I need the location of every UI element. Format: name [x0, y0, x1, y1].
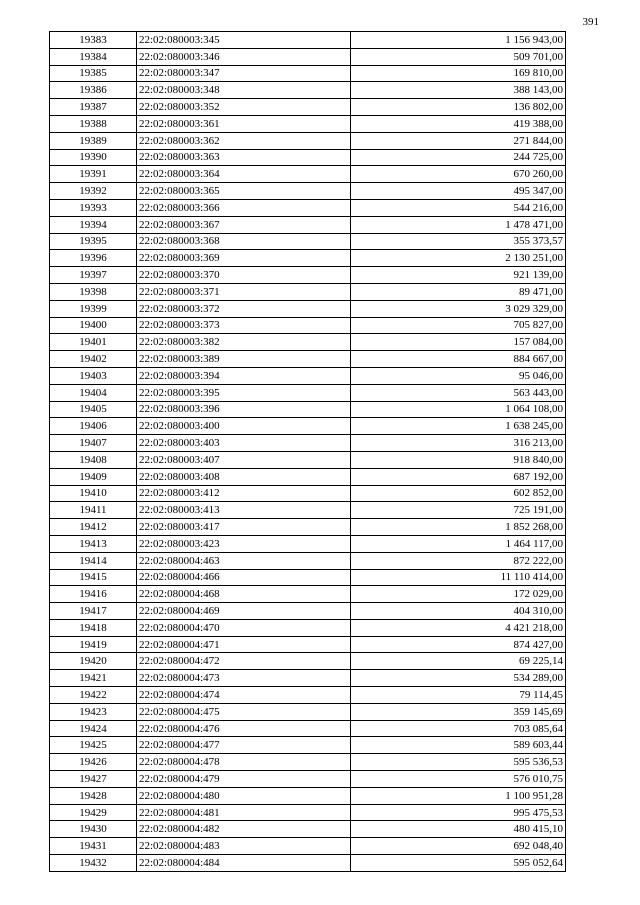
- row-number-cell: 19404: [50, 384, 137, 401]
- cadastral-number-cell: 22:02:080003:365: [137, 183, 351, 200]
- row-number-cell: 19419: [50, 636, 137, 653]
- cadastral-value-cell: 1 100 951,28: [351, 787, 566, 804]
- row-number-cell: 19384: [50, 48, 137, 65]
- cadastral-value-cell: 563 443,00: [351, 384, 566, 401]
- cadastral-number-cell: 22:02:080003:412: [137, 485, 351, 502]
- table-row: [50, 619, 566, 636]
- cadastral-number-cell: 22:02:080004:472: [137, 653, 351, 670]
- cadastral-value-cell: 79 114,45: [351, 687, 566, 704]
- table-row: [50, 687, 566, 704]
- table-row: [50, 569, 566, 586]
- cadastral-number-cell: 22:02:080003:348: [137, 82, 351, 99]
- row-number-cell: 19388: [50, 115, 137, 132]
- table-row: [50, 115, 566, 132]
- table-row: [50, 367, 566, 384]
- table-row: [50, 435, 566, 452]
- table-row: [50, 216, 566, 233]
- table-row: [50, 183, 566, 200]
- row-number-cell: 19390: [50, 149, 137, 166]
- cadastral-number-cell: 22:02:080003:364: [137, 166, 351, 183]
- row-number-cell: 19399: [50, 300, 137, 317]
- table-row: [50, 703, 566, 720]
- cadastral-value-cell: 316 213,00: [351, 435, 566, 452]
- cadastral-value-cell: 544 216,00: [351, 199, 566, 216]
- cadastral-number-cell: 22:02:080003:373: [137, 317, 351, 334]
- cadastral-value-cell: 884 667,00: [351, 351, 566, 368]
- cadastral-value-cell: 359 145,69: [351, 703, 566, 720]
- row-number-cell: 19426: [50, 754, 137, 771]
- cadastral-value-cell: 136 802,00: [351, 99, 566, 116]
- table-row: [50, 351, 566, 368]
- table-row: [50, 233, 566, 250]
- table-row: [50, 32, 566, 49]
- row-number-cell: 19393: [50, 199, 137, 216]
- cadastral-number-cell: 22:02:080003:345: [137, 32, 351, 49]
- cadastral-number-cell: 22:02:080004:473: [137, 670, 351, 687]
- cadastral-value-cell: 921 139,00: [351, 267, 566, 284]
- cadastral-number-cell: 22:02:080003:368: [137, 233, 351, 250]
- cadastral-value-cell: 602 852,00: [351, 485, 566, 502]
- row-number-cell: 19392: [50, 183, 137, 200]
- cadastral-number-cell: 22:02:080004:480: [137, 787, 351, 804]
- row-number-cell: 19394: [50, 216, 137, 233]
- row-number-cell: 19411: [50, 502, 137, 519]
- cadastral-value-cell: 172 029,00: [351, 586, 566, 603]
- row-number-cell: 19427: [50, 771, 137, 788]
- row-number-cell: 19407: [50, 435, 137, 452]
- row-number-cell: 19425: [50, 737, 137, 754]
- cadastral-value-cell: 419 388,00: [351, 115, 566, 132]
- row-number-cell: 19432: [50, 855, 137, 872]
- table-row: [50, 670, 566, 687]
- table-row: [50, 771, 566, 788]
- row-number-cell: 19387: [50, 99, 137, 116]
- cadastral-number-cell: 22:02:080003:407: [137, 451, 351, 468]
- cadastral-number-cell: 22:02:080003:382: [137, 334, 351, 351]
- cadastral-number-cell: 22:02:080003:363: [137, 149, 351, 166]
- cadastral-value-cell: 89 471,00: [351, 283, 566, 300]
- page-number: 391: [582, 16, 599, 28]
- table-row: [50, 199, 566, 216]
- row-number-cell: 19430: [50, 821, 137, 838]
- cadastral-number-cell: 22:02:080004:469: [137, 603, 351, 620]
- cadastral-value-cell: 725 191,00: [351, 502, 566, 519]
- cadastral-number-cell: 22:02:080004:478: [137, 754, 351, 771]
- table-row: [50, 384, 566, 401]
- cadastral-number-cell: 22:02:080003:367: [137, 216, 351, 233]
- row-number-cell: 19397: [50, 267, 137, 284]
- cadastral-value-cell: 1 478 471,00: [351, 216, 566, 233]
- cadastral-number-cell: 22:02:080004:470: [137, 619, 351, 636]
- cadastral-value-cell: 2 130 251,00: [351, 250, 566, 267]
- row-number-cell: 19405: [50, 401, 137, 418]
- table-row: [50, 603, 566, 620]
- cadastral-number-cell: 22:02:080003:400: [137, 418, 351, 435]
- row-number-cell: 19428: [50, 787, 137, 804]
- cadastral-value-cell: 670 260,00: [351, 166, 566, 183]
- row-number-cell: 19408: [50, 451, 137, 468]
- cadastral-number-cell: 22:02:080004:481: [137, 804, 351, 821]
- table-row: [50, 317, 566, 334]
- row-number-cell: 19385: [50, 65, 137, 82]
- row-number-cell: 19410: [50, 485, 137, 502]
- table-row: [50, 300, 566, 317]
- cadastral-value-cell: 576 010,75: [351, 771, 566, 788]
- row-number-cell: 19416: [50, 586, 137, 603]
- cadastral-number-cell: 22:02:080003:423: [137, 535, 351, 552]
- cadastral-number-cell: 22:02:080004:476: [137, 720, 351, 737]
- row-number-cell: 19429: [50, 804, 137, 821]
- table-row: [50, 99, 566, 116]
- table-row: [50, 787, 566, 804]
- table-row: [50, 82, 566, 99]
- table-row: [50, 804, 566, 821]
- cadastral-number-cell: 22:02:080003:369: [137, 250, 351, 267]
- row-number-cell: 19423: [50, 703, 137, 720]
- cadastral-value-cell: 495 347,00: [351, 183, 566, 200]
- table-row: [50, 468, 566, 485]
- cadastral-number-cell: 22:02:080003:370: [137, 267, 351, 284]
- cadastral-value-cell: 687 192,00: [351, 468, 566, 485]
- cadastral-value-table: [49, 31, 566, 872]
- cadastral-value-cell: 874 427,00: [351, 636, 566, 653]
- cadastral-value-cell: 918 840,00: [351, 451, 566, 468]
- row-number-cell: 19422: [50, 687, 137, 704]
- cadastral-number-cell: 22:02:080003:362: [137, 132, 351, 149]
- table-row: [50, 535, 566, 552]
- table-row: [50, 267, 566, 284]
- table-row: [50, 65, 566, 82]
- row-number-cell: 19409: [50, 468, 137, 485]
- cadastral-number-cell: 22:02:080004:463: [137, 552, 351, 569]
- row-number-cell: 19401: [50, 334, 137, 351]
- cadastral-value-cell: 244 725,00: [351, 149, 566, 166]
- cadastral-number-cell: 22:02:080003:347: [137, 65, 351, 82]
- cadastral-number-cell: 22:02:080003:371: [137, 283, 351, 300]
- cadastral-number-cell: 22:02:080004:475: [137, 703, 351, 720]
- row-number-cell: 19398: [50, 283, 137, 300]
- cadastral-number-cell: 22:02:080003:361: [137, 115, 351, 132]
- cadastral-number-cell: 22:02:080003:366: [137, 199, 351, 216]
- row-number-cell: 19402: [50, 351, 137, 368]
- table-row: [50, 334, 566, 351]
- cadastral-value-cell: 11 110 414,00: [351, 569, 566, 586]
- cadastral-value-cell: 157 084,00: [351, 334, 566, 351]
- row-number-cell: 19389: [50, 132, 137, 149]
- cadastral-value-cell: 3 029 329,00: [351, 300, 566, 317]
- row-number-cell: 19400: [50, 317, 137, 334]
- table-row: [50, 149, 566, 166]
- cadastral-value-cell: 169 810,00: [351, 65, 566, 82]
- row-number-cell: 19431: [50, 838, 137, 855]
- table-row: [50, 48, 566, 65]
- cadastral-value-cell: 4 421 218,00: [351, 619, 566, 636]
- cadastral-number-cell: 22:02:080003:372: [137, 300, 351, 317]
- cadastral-number-cell: 22:02:080003:417: [137, 519, 351, 536]
- cadastral-number-cell: 22:02:080004:484: [137, 855, 351, 872]
- cadastral-value-cell: 480 415,10: [351, 821, 566, 838]
- row-number-cell: 19391: [50, 166, 137, 183]
- row-number-cell: 19424: [50, 720, 137, 737]
- cadastral-number-cell: 22:02:080003:394: [137, 367, 351, 384]
- cadastral-number-cell: 22:02:080004:468: [137, 586, 351, 603]
- table-row: [50, 519, 566, 536]
- cadastral-value-cell: 404 310,00: [351, 603, 566, 620]
- table-row: [50, 451, 566, 468]
- cadastral-value-cell: 595 536,53: [351, 754, 566, 771]
- row-number-cell: 19406: [50, 418, 137, 435]
- cadastral-value-cell: 595 052,64: [351, 855, 566, 872]
- row-number-cell: 19421: [50, 670, 137, 687]
- cadastral-value-cell: 1 638 245,00: [351, 418, 566, 435]
- table-row: [50, 720, 566, 737]
- cadastral-value-cell: 69 225,14: [351, 653, 566, 670]
- cadastral-number-cell: 22:02:080003:413: [137, 502, 351, 519]
- cadastral-value-cell: 355 373,57: [351, 233, 566, 250]
- cadastral-value-cell: 1 156 943,00: [351, 32, 566, 49]
- table-row: [50, 821, 566, 838]
- table-row: [50, 132, 566, 149]
- cadastral-value-cell: 1 852 268,00: [351, 519, 566, 536]
- table-row: [50, 737, 566, 754]
- cadastral-number-cell: 22:02:080003:403: [137, 435, 351, 452]
- cadastral-number-cell: 22:02:080004:483: [137, 838, 351, 855]
- cadastral-number-cell: 22:02:080003:396: [137, 401, 351, 418]
- cadastral-value-cell: 1 064 108,00: [351, 401, 566, 418]
- cadastral-value-cell: 705 827,00: [351, 317, 566, 334]
- row-number-cell: 19396: [50, 250, 137, 267]
- cadastral-value-cell: 534 289,00: [351, 670, 566, 687]
- row-number-cell: 19420: [50, 653, 137, 670]
- cadastral-number-cell: 22:02:080004:474: [137, 687, 351, 704]
- cadastral-value-cell: 872 222,00: [351, 552, 566, 569]
- cadastral-number-cell: 22:02:080003:395: [137, 384, 351, 401]
- table-row: [50, 250, 566, 267]
- table-row: [50, 754, 566, 771]
- table-row: [50, 552, 566, 569]
- table-row: [50, 485, 566, 502]
- cadastral-number-cell: 22:02:080003:346: [137, 48, 351, 65]
- row-number-cell: 19383: [50, 32, 137, 49]
- cadastral-value-cell: 509 701,00: [351, 48, 566, 65]
- row-number-cell: 19414: [50, 552, 137, 569]
- row-number-cell: 19403: [50, 367, 137, 384]
- table-row: [50, 283, 566, 300]
- cadastral-number-cell: 22:02:080004:477: [137, 737, 351, 754]
- table-body: [50, 32, 566, 872]
- table-row: [50, 586, 566, 603]
- table-row: [50, 636, 566, 653]
- cadastral-value-cell: 271 844,00: [351, 132, 566, 149]
- table-row: [50, 166, 566, 183]
- cadastral-value-cell: 703 085,64: [351, 720, 566, 737]
- table-row: [50, 401, 566, 418]
- cadastral-value-cell: 388 143,00: [351, 82, 566, 99]
- row-number-cell: 19418: [50, 619, 137, 636]
- cadastral-value-cell: 692 048,40: [351, 838, 566, 855]
- table-row: [50, 502, 566, 519]
- row-number-cell: 19417: [50, 603, 137, 620]
- cadastral-value-cell: 589 603,44: [351, 737, 566, 754]
- cadastral-value-cell: 1 464 117,00: [351, 535, 566, 552]
- row-number-cell: 19415: [50, 569, 137, 586]
- cadastral-number-cell: 22:02:080003:352: [137, 99, 351, 116]
- row-number-cell: 19386: [50, 82, 137, 99]
- table-row: [50, 653, 566, 670]
- table-row: [50, 855, 566, 872]
- cadastral-number-cell: 22:02:080003:408: [137, 468, 351, 485]
- row-number-cell: 19412: [50, 519, 137, 536]
- cadastral-value-cell: 95 046,00: [351, 367, 566, 384]
- cadastral-number-cell: 22:02:080003:389: [137, 351, 351, 368]
- row-number-cell: 19413: [50, 535, 137, 552]
- cadastral-value-cell: 995 475,53: [351, 804, 566, 821]
- cadastral-number-cell: 22:02:080004:482: [137, 821, 351, 838]
- cadastral-number-cell: 22:02:080004:471: [137, 636, 351, 653]
- cadastral-number-cell: 22:02:080004:466: [137, 569, 351, 586]
- cadastral-number-cell: 22:02:080004:479: [137, 771, 351, 788]
- row-number-cell: 19395: [50, 233, 137, 250]
- table-row: [50, 418, 566, 435]
- table-row: [50, 838, 566, 855]
